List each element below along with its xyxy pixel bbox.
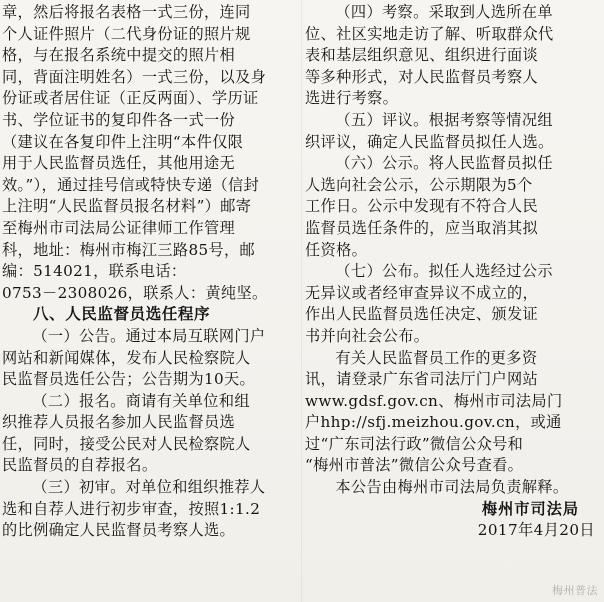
- step-publicity: （六）公示。将人民监督员拟任 人选向社会公示，公示期限为5个 工作日。公示中发现有不符合人民 监督员选任条件的，应当取消其拟 任资格。: [305, 154, 553, 259]
- step-inspection: （四）考察。采取到人选所在单 位、社区实地走访了解、听取群众代 表和基层组织意见、组织进行面谈 等多种形式，对人民监督员考察人 选进行考察。: [305, 3, 554, 108]
- wechat-watermark: 梅州普法: [552, 584, 598, 597]
- section-heading-procedure: 八、人民监督员选任程序: [33, 305, 211, 324]
- left-paragraph-contact: 章，然后将报名表格一式三份，连同 个人证件照片（二代身份证的照片规 格，与在报名系统中提交的照片相 同，背面注明姓名）一式三份，以及身 份证或者居住证（正反两面）、学历证 书、学位证书的复印件各一式一份 （建议在各复印件上注明“本件仅限 用于人民监督员选任，其他用途无 效。”），通过挂号信或特快专递（信封 上注明“人民监督员报名材料”）邮寄 至梅州市司法局公证律师工作管理 科，地址：梅州市梅江三路85号，邮 编：514021，联系电话： 0753－2308026，联系人：黄纯坚。: [2, 3, 268, 302]
- issuer-signature: 梅州市司法局: [481, 499, 579, 518]
- issue-date: 2017年4月20日: [477, 521, 595, 540]
- more-info-paragraph: 有关人民监督员工作的更多资 讯，请登录广东省司法厅门户网站 www.gdsf.gov.cn、梅州市司法局门 户hhp://sfj.meizhou.gov.cn，或通 过“广东司法行政”微信公众号和 “梅州市普法”微信公众号查看。: [305, 348, 563, 475]
- step-evaluation: （五）评议。根据考察等情况组 织评议，确定人民监督员拟任人选。: [305, 110, 554, 151]
- step-registration: （二）报名。商请有关单位和组 织推荐人员报名参加人民监督员选 任，同时，接受公民对人民检察院人 民监督员的自荐报名。: [2, 391, 251, 475]
- interpretation-note: 本公告由梅州市司法局负责解释。: [335, 478, 569, 497]
- column-divider: [301, 0, 302, 602]
- left-column: [2, 2, 298, 542]
- step-announcement-final: （七）公布。拟任人选经过公示 无异议或者经审查异议不成立的， 作出人民监督员选任决定、颁发证 书并向社会公布。: [305, 262, 553, 345]
- step-initial-review: （三）初审。对单位和组织推荐人 选和自荐人进行初步审查，按照1:1.2 的比例确定人民监督员考察人选。: [2, 478, 266, 540]
- right-column: [305, 2, 601, 542]
- step-announcement: （一）公告。通过本局互联网门户 网站和新闻媒体，发布人民检察院人 民监督员选任公告；公告期为10天。: [2, 326, 266, 389]
